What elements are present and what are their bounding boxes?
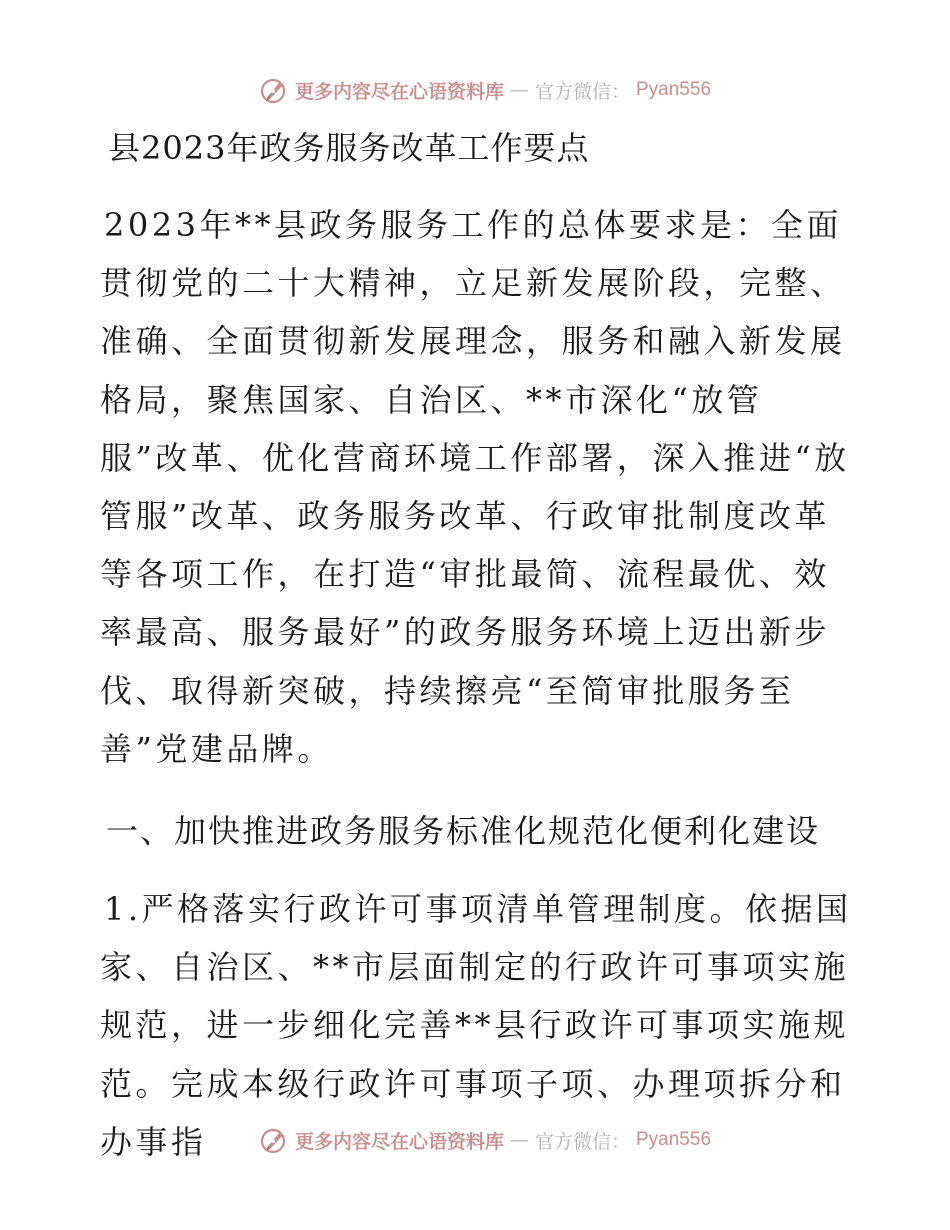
document-title: 县2023年政务服务改革工作要点	[108, 129, 590, 167]
watermark-wechat-id: Pyan556	[636, 1129, 712, 1150]
item-paragraph-1: 1.严格落实行政许可事项清单管理制度。依据国家、自治区、**市层面制定的行政许可事项实施规范，进一步细化完善**县行政许可事项实施规范。完成本级行政许可事项子项、办理项拆分和办事指	[100, 890, 852, 1161]
watermark-dash: —	[509, 1129, 529, 1151]
document-body	[100, 122, 852, 1171]
section-heading-1: 一、加快推进政务服务标准化规范化便利化建设	[106, 812, 821, 851]
intro-paragraph: 2023年**县政务服务工作的总体要求是：全面贯彻党的二十大精神，立足新发展阶段，完整、准确、全面贯彻新发展理念，服务和融入新发展格局，聚焦国家、自治区、**市深化“放管服”改革、优化营商环境工作部署，深入推进“放管服”改革、政务服务改革、行政审批制度改革等各项工作，在打造“审批最简、流程最优、效率最高、服务最好”的政务服务环境上迈出新步伐、取得新突破，持续擦亮“至简审批服务至善”党建品牌。	[100, 206, 850, 768]
pen-logo-icon	[259, 75, 289, 105]
watermark-main-text: 更多内容尽在心语资料库	[294, 1130, 504, 1153]
watermark-footer	[0, 1120, 950, 1160]
watermark-sub-text: 官方微信：	[534, 1130, 630, 1153]
watermark-content	[259, 1125, 711, 1155]
watermark-dash: —	[509, 79, 529, 101]
watermark-content	[259, 75, 711, 105]
pen-logo-icon	[259, 1125, 289, 1155]
watermark-header	[0, 70, 950, 110]
watermark-sub-text: 官方微信：	[534, 80, 630, 103]
watermark-wechat-id: Pyan556	[636, 79, 712, 100]
watermark-main-text: 更多内容尽在心语资料库	[294, 80, 504, 103]
